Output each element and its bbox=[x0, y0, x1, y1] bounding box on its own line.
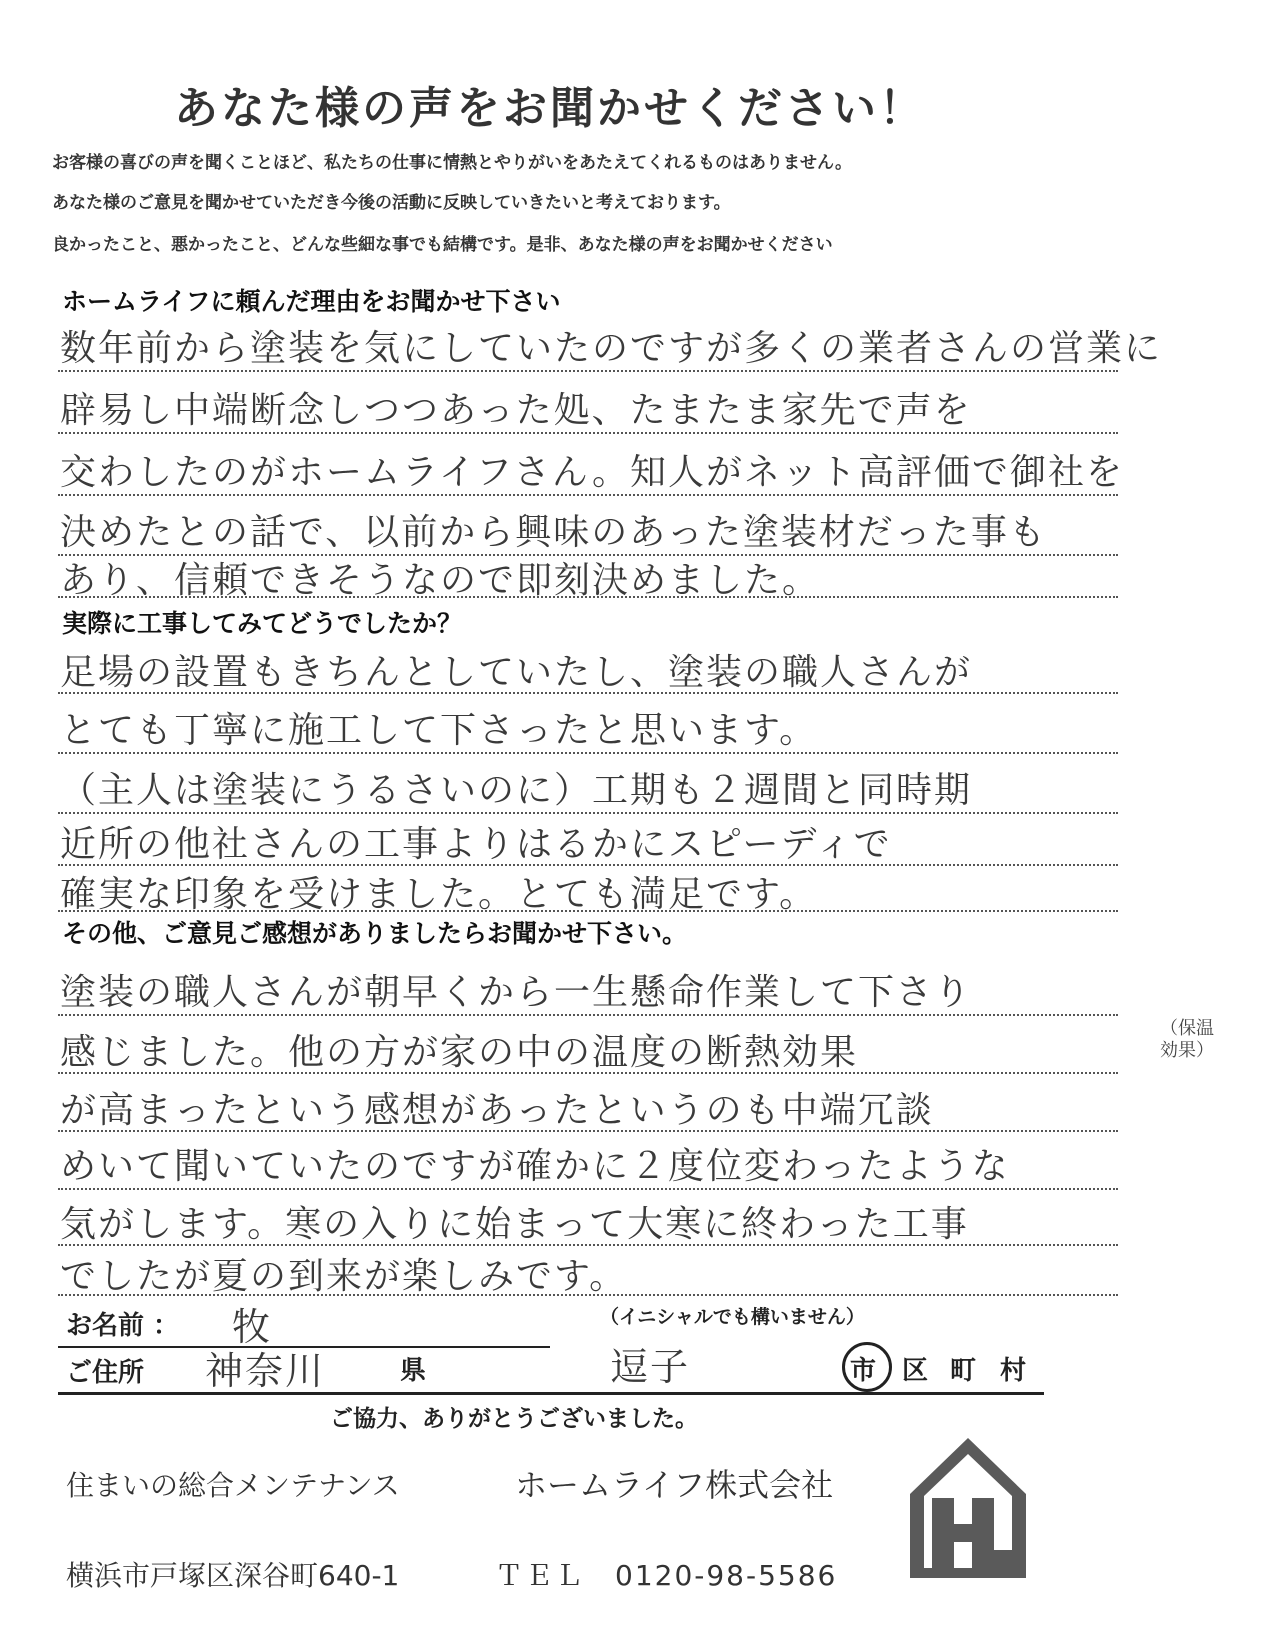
name-value: 牧 bbox=[232, 1305, 273, 1349]
section-experience-heading: 実際に工事してみてどうでしたか？ bbox=[62, 609, 463, 638]
city-unit-shi: 市 bbox=[850, 1356, 877, 1386]
comments-line-1: 塗装の職人さんが朝早くから一生懸命作業して下さり bbox=[60, 972, 973, 1013]
thanks-message: ご協力、ありがとうございました。 bbox=[330, 1406, 698, 1432]
company-tagline: 住まいの総合メンテナンス bbox=[66, 1469, 400, 1502]
reason-line-1: 数年前から塗装を気にしていたのですが多くの業者さんの営業に bbox=[60, 328, 1163, 369]
name-label: お名前 ： bbox=[66, 1311, 180, 1341]
comments-line-2: 感じました。他の方が家の中の温度の断熱効果 bbox=[60, 1032, 859, 1073]
comments-line-6: でしたが夏の到来が楽しみです。 bbox=[60, 1256, 628, 1297]
reason-line-2: 辟易し中端断念しつつあった処、たまたま家先で声を bbox=[60, 390, 972, 431]
initial-note: （イニシャルでも構いません） bbox=[600, 1306, 865, 1328]
page-title: あなた様の声をお聞かせください！ bbox=[174, 83, 926, 134]
company-name: ホームライフ株式会社 bbox=[515, 1466, 834, 1504]
city-unit-ku: 区 bbox=[902, 1356, 929, 1386]
company-address: 横浜市戸塚区深谷町640-1 bbox=[66, 1559, 400, 1592]
prefecture-unit: 県 bbox=[400, 1356, 427, 1386]
city-unit-son: 村 bbox=[1000, 1356, 1027, 1386]
comments-margin-note: （保温 効果） bbox=[1160, 1018, 1214, 1061]
experience-line-5: 確実な印象を受けました。とても満足です。 bbox=[60, 874, 818, 915]
section-reason-heading: ホームライフに頼んだ理由をお聞かせ下さい bbox=[62, 287, 561, 316]
experience-line-3: （主人は塗装にうるさいのに）工期も２週間と同時期 bbox=[60, 770, 973, 811]
experience-line-4: 近所の他社さんの工事よりはるかにスピーディで bbox=[60, 824, 892, 865]
experience-line-2: とても丁寧に施工して下さったと思います。 bbox=[60, 710, 818, 751]
prefecture-value: 神奈川 bbox=[205, 1349, 326, 1393]
intro-line-2: あなた様のご意見を聞かせていただき今後の活動に反映していきたいと考えております。 bbox=[52, 193, 731, 213]
intro-line-1: お客様の喜びの声を聞くことほど、私たちの仕事に情熱とやりがいをあたえてくれるものはありません。 bbox=[52, 153, 853, 173]
city-unit-cho: 町 bbox=[950, 1356, 977, 1386]
experience-line-1: 足場の設置もきちんとしていたし、塗装の職人さんが bbox=[60, 652, 973, 693]
reason-line-4: 決めたとの話で、以前から興味のあった塗装材だった事も bbox=[60, 512, 1047, 553]
reason-line-3: 交わしたのがホームライフさん。知人がネット高評価で御社を bbox=[60, 452, 1125, 493]
comments-line-4: めいて聞いていたのですが確かに２度位変わったような bbox=[60, 1146, 1010, 1187]
section-comments-heading: その他、ご意見ご感想がありましたらお聞かせ下さい。 bbox=[62, 919, 688, 948]
comments-line-3: が高まったという感想があったというのも中端冗談 bbox=[60, 1090, 934, 1131]
city-value: 逗子 bbox=[610, 1345, 691, 1389]
homelife-logo-icon bbox=[902, 1432, 1034, 1582]
intro-line-3: 良かったこと、悪かったこと、どんな些細な事でも結構です。是非、あなた様の声をお聞かせください bbox=[52, 235, 833, 255]
company-tel: ＴＥＬ 0120-98-5586 bbox=[495, 1559, 838, 1592]
address-label: ご住所 bbox=[66, 1358, 145, 1388]
reason-line-5: あり、信頼できそうなので即刻決めました。 bbox=[60, 560, 821, 601]
comments-line-5: 気がします。寒の入りに始まって大寒に終わった工事 bbox=[60, 1204, 969, 1245]
